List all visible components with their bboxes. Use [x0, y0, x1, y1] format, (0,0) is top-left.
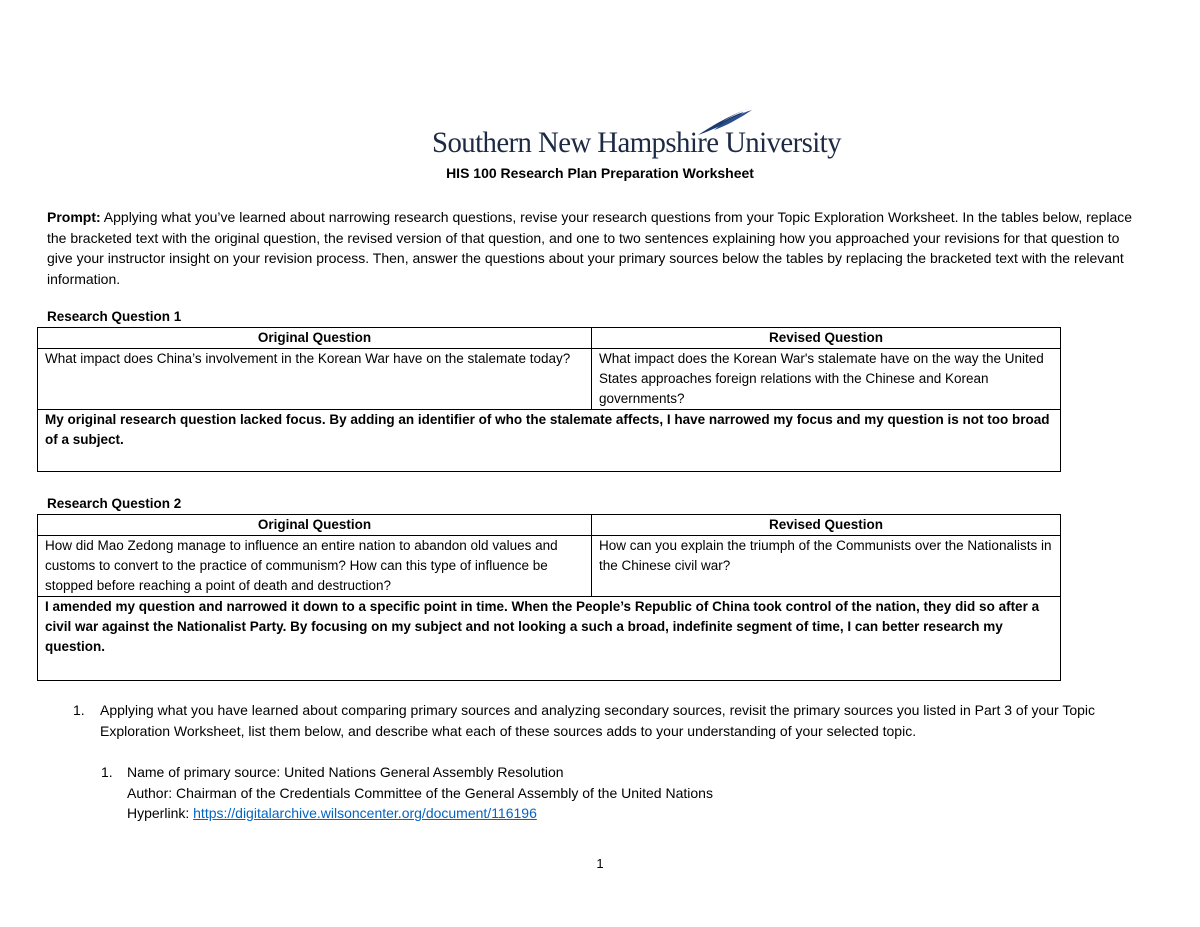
prompt-paragraph [47, 207, 1137, 289]
question-text: Applying what you have learned about comparing primary sources and analyzing secondary sources, revisit the primary sources you listed in Part 3 of your Topic Exploration Worksheet, list them below, and describe what each of these sources adds to your understanding of your selected topic. [100, 702, 1096, 739]
revision-explanation-cell[interactable]: My original research question lacked focus. By adding an identifier of who the stalemate affects, I have narrowed my focus and my question is not too broad of a subject. [38, 410, 1061, 472]
source-hyperlink-line [127, 803, 1087, 824]
list-number: 1. [73, 702, 85, 718]
research-question-2-label: Research Question 2 [47, 496, 182, 511]
revised-question-cell[interactable]: How can you explain the triumph of the Communists over the Nationalists in the Chinese civil war? [592, 536, 1061, 597]
prompt-text: Applying what you’ve learned about narrowing research questions, revise your research questions from your Topic Exploration Worksheet. In the tables below, replace the bracketed text with the original question, the revised version of that question, and one to two sentences explaining how you approached your revisions for that question to give your instructor insight on your revision process. Then, answer the questions about your primary sources below the tables by replacing the bracketed text with the relevant information. [47, 209, 1133, 287]
column-header-revised: Revised Question [592, 515, 1061, 536]
source-hyperlink[interactable]: https://digitalarchive.wilsoncenter.org/document/116196 [193, 805, 537, 821]
list-number: 1. [101, 764, 113, 780]
revised-question-cell[interactable]: What impact does the Korean War's stalemate have on the way the United States approaches foreign relations with the Chinese and Korean governments? [592, 349, 1061, 410]
source-name[interactable]: Name of primary source: United Nations General Assembly Resolution [127, 764, 564, 780]
research-question-1-table [37, 327, 1061, 472]
original-question-cell[interactable]: How did Mao Zedong manage to influence an entire nation to abandon old values and customs to convert to the practice of communism? How can this type of influence be stopped before reaching a point of death and destruction? [38, 536, 592, 597]
research-question-1-label: Research Question 1 [47, 309, 182, 324]
hyperlink-label: Hyperlink: [127, 805, 194, 821]
prompt-label: Prompt: [47, 209, 101, 225]
original-question-cell[interactable]: What impact does China’s involvement in the Korean War have on the stalemate today? [38, 349, 592, 410]
research-question-2-table [37, 514, 1061, 681]
document-title: HIS 100 Research Plan Preparation Worksheet [446, 165, 754, 181]
revision-explanation-cell[interactable]: I amended my question and narrowed it down to a specific point in time. When the People’s Republic of China took control of the nation, they did so after a civil war against the Nationalist Party. By focusing on my subject and not looking a such a broad, indefinite segment of time, I can better research my question. [38, 597, 1061, 681]
column-header-revised: Revised Question [592, 328, 1061, 349]
university-logo [432, 106, 841, 159]
logo-wordmark: Southern New Hampshire University [432, 126, 841, 159]
source-author[interactable]: Author: Chairman of the Credentials Committee of the General Assembly of the United Nations [127, 784, 713, 801]
column-header-original: Original Question [38, 328, 592, 349]
page-number: 1 [596, 856, 604, 871]
column-header-original: Original Question [38, 515, 592, 536]
